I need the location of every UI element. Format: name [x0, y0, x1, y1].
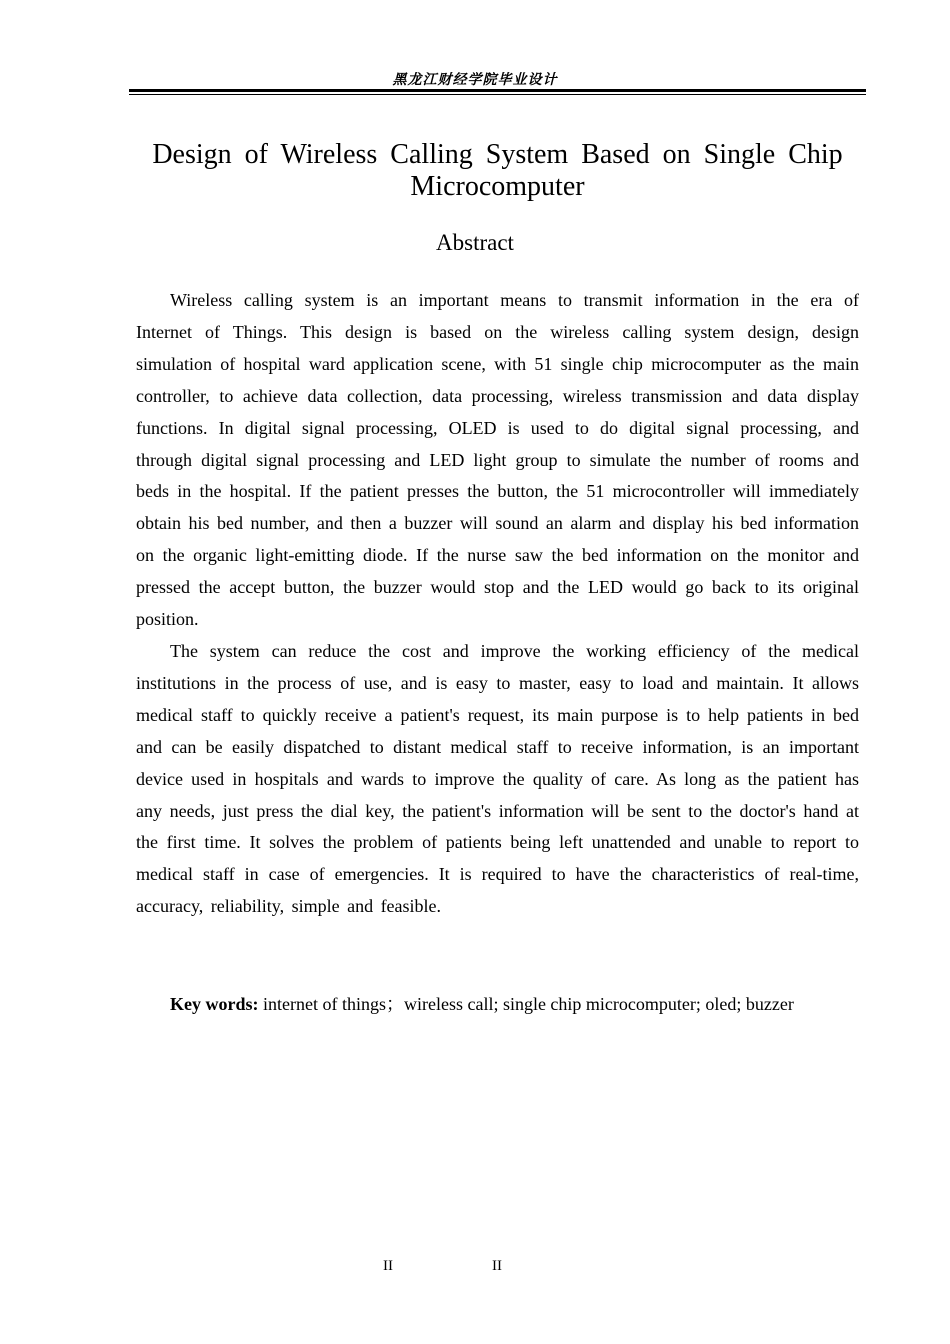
- running-header: 黑龙江财经学院毕业设计: [392, 72, 558, 88]
- abstract-paragraph-2: The system can reduce the cost and improve the working efficiency of the medical institutions in the process of use, and is easy to master, easy to load and maintain. It allows medical staff to quickly receive a patient's request, its main purpose is to help patients in bed and can be easily dispatched to distant medical staff to receive information, is an important device used in hospitals and wards to improve the quality of care. As long as the patient has any needs, just press the dial key, the patient's information will be sent to the doctor's hand at the first time. It solves the problem of patients being left unattended and unable to report to medical staff in case of emergencies. It is required to have the characteristics of real-time, accuracy, reliability, simple and feasible.: [136, 640, 859, 917]
- header-rule-thick: [129, 89, 866, 92]
- abstract-paragraph-1: Wireless calling system is an important means to transmit information in the era of Internet of Things. This design is based on the wireless calling system design, design simulation of hospital ward application scene, with 51 single chip microcomputer as the main controller, to achieve data collection, data processing, wireless transmission and data display functions. In digital signal processing, OLED is used to do digital signal processing, and through digital signal processing and LED light group to simulate the number of rooms and beds in the hospital. If the patient presses the button, the 51 microcontroller will immediately obtain his bed number, and then a buzzer will sound an alarm and display his bed information on the organic light-emitting diode. If the nurse saw the bed information on the monitor and pressed the accept button, the buzzer would stop and the LED would go back to its original position.: [136, 290, 859, 630]
- keywords-line: [170, 990, 870, 1016]
- abstract-heading: Abstract: [436, 230, 514, 255]
- keywords-label: Key words:: [170, 994, 259, 1014]
- keywords-text: internet of things；wireless call; single chip microcomputer; oled; buzzer: [258, 994, 794, 1014]
- page-number-right: II: [492, 1258, 502, 1274]
- header-rule-thin: [129, 94, 866, 95]
- document-title: Design of Wireless Calling System Based on Single Chip Microcomputer: [152, 139, 843, 202]
- page-number-left: II: [383, 1258, 393, 1274]
- abstract-body: [136, 285, 859, 923]
